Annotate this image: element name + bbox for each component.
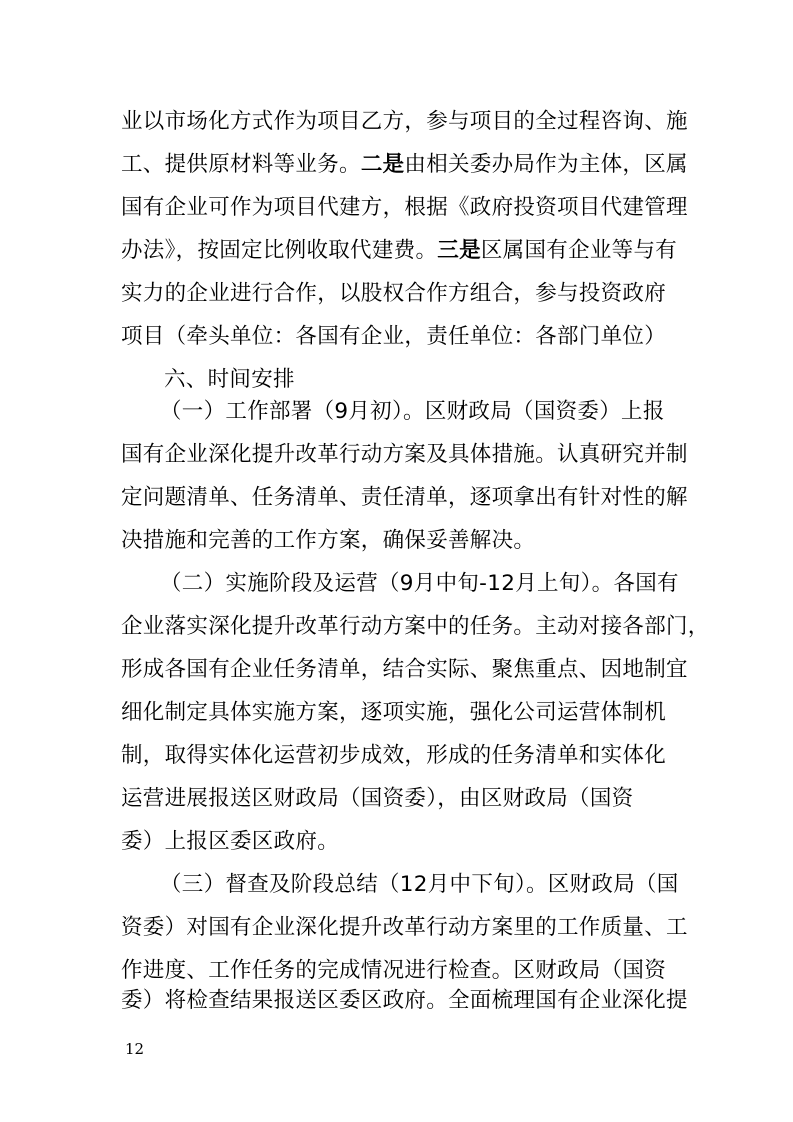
text-line-4 [0,236,793,266]
text-line-20 [0,913,793,943]
text-line-16 [0,741,793,771]
text-line-11 [0,526,793,556]
line-text-segment: 办法》，按固定比例收取代建费。 [121,238,438,263]
text-line-12 [0,569,793,599]
line-text: 委）将检查结果报送区委区政府。全面梳理国有企业深化提 [121,988,688,1013]
text-line-10 [0,483,793,513]
line-text: 定问题清单、任务清单、责任清单，逐项拿出有针对性的解 [121,485,688,510]
line-text: （一）工作部署（9月初）。区财政局（国资委）上报 [160,399,665,424]
text-line-15 [0,698,793,728]
line-text: 国有企业可作为项目代建方，根据《政府投资项目代建管理 [121,195,688,220]
text-line-13 [0,612,793,642]
line-text-segment: 由相关委办局作为主体，区属 [404,152,688,177]
line-text: 作进度、工作任务的完成情况进行检查。区财政局（国资 [121,958,667,983]
text-line-5 [0,279,793,309]
page-number: 12 [125,1040,145,1058]
line-text: （三）督查及阶段总结（12月中下旬）。区财政局（国 [160,872,679,897]
line-text-segment: 工、提供原材料等业务。 [121,152,361,177]
text-line-21 [0,956,793,986]
text-line-8 [0,397,793,427]
bold-label-sanShi: 三是 [437,238,481,263]
text-line-18 [0,827,793,857]
text-line-19 [0,870,793,900]
line-text: 形成各国有企业任务清单，结合实际、聚焦重点、因地制宜 [121,657,688,682]
line-text: （二）实施阶段及运营（9月中旬-12月上旬）。各国有 [160,571,679,596]
section-heading [0,365,793,395]
line-text: 运营进展报送区财政局（国资委），由区财政局（国资 [121,786,634,811]
text-line-17 [0,784,793,814]
text-line-9 [0,440,793,470]
line-text-segment: 区属国有企业等与有 [480,238,678,263]
line-text: 资委）对国有企业深化提升改革行动方案里的工作质量、工 [121,915,688,940]
text-line-22 [0,986,793,1016]
text-line-1 [0,107,793,137]
text-line-3 [0,193,793,223]
text-line-2 [0,150,793,180]
line-text: 国有企业深化提升改革行动方案及具体措施。认真研究并制 [121,442,688,467]
line-text [121,236,677,266]
line-text: 企业落实深化提升改革行动方案中的任务。主动对接各部门， [121,614,710,639]
line-text: 制，取得实体化运营初步成效，形成的任务清单和实体化 [121,743,667,768]
line-text: 委）上报区委区政府。 [121,829,340,854]
line-text: 实力的企业进行合作，以股权合作方组合，参与投资政府 [121,281,667,306]
line-text: 项目（牵头单位：各国有企业，责任单位：各部门单位） [121,324,667,349]
line-text [121,150,688,180]
bold-label-erShi: 二是 [360,152,405,177]
text-line-14 [0,655,793,685]
line-text: 决措施和完善的工作方案，确保妥善解决。 [121,528,536,553]
line-text: 细化制定具体实施方案，逐项实施，强化公司运营体制机 [121,700,667,725]
text-line-6 [0,322,793,352]
line-text: 业以市场化方式作为项目乙方，参与项目的全过程咨询、施 [121,109,688,134]
heading-text: 六、时间安排 [164,367,295,392]
